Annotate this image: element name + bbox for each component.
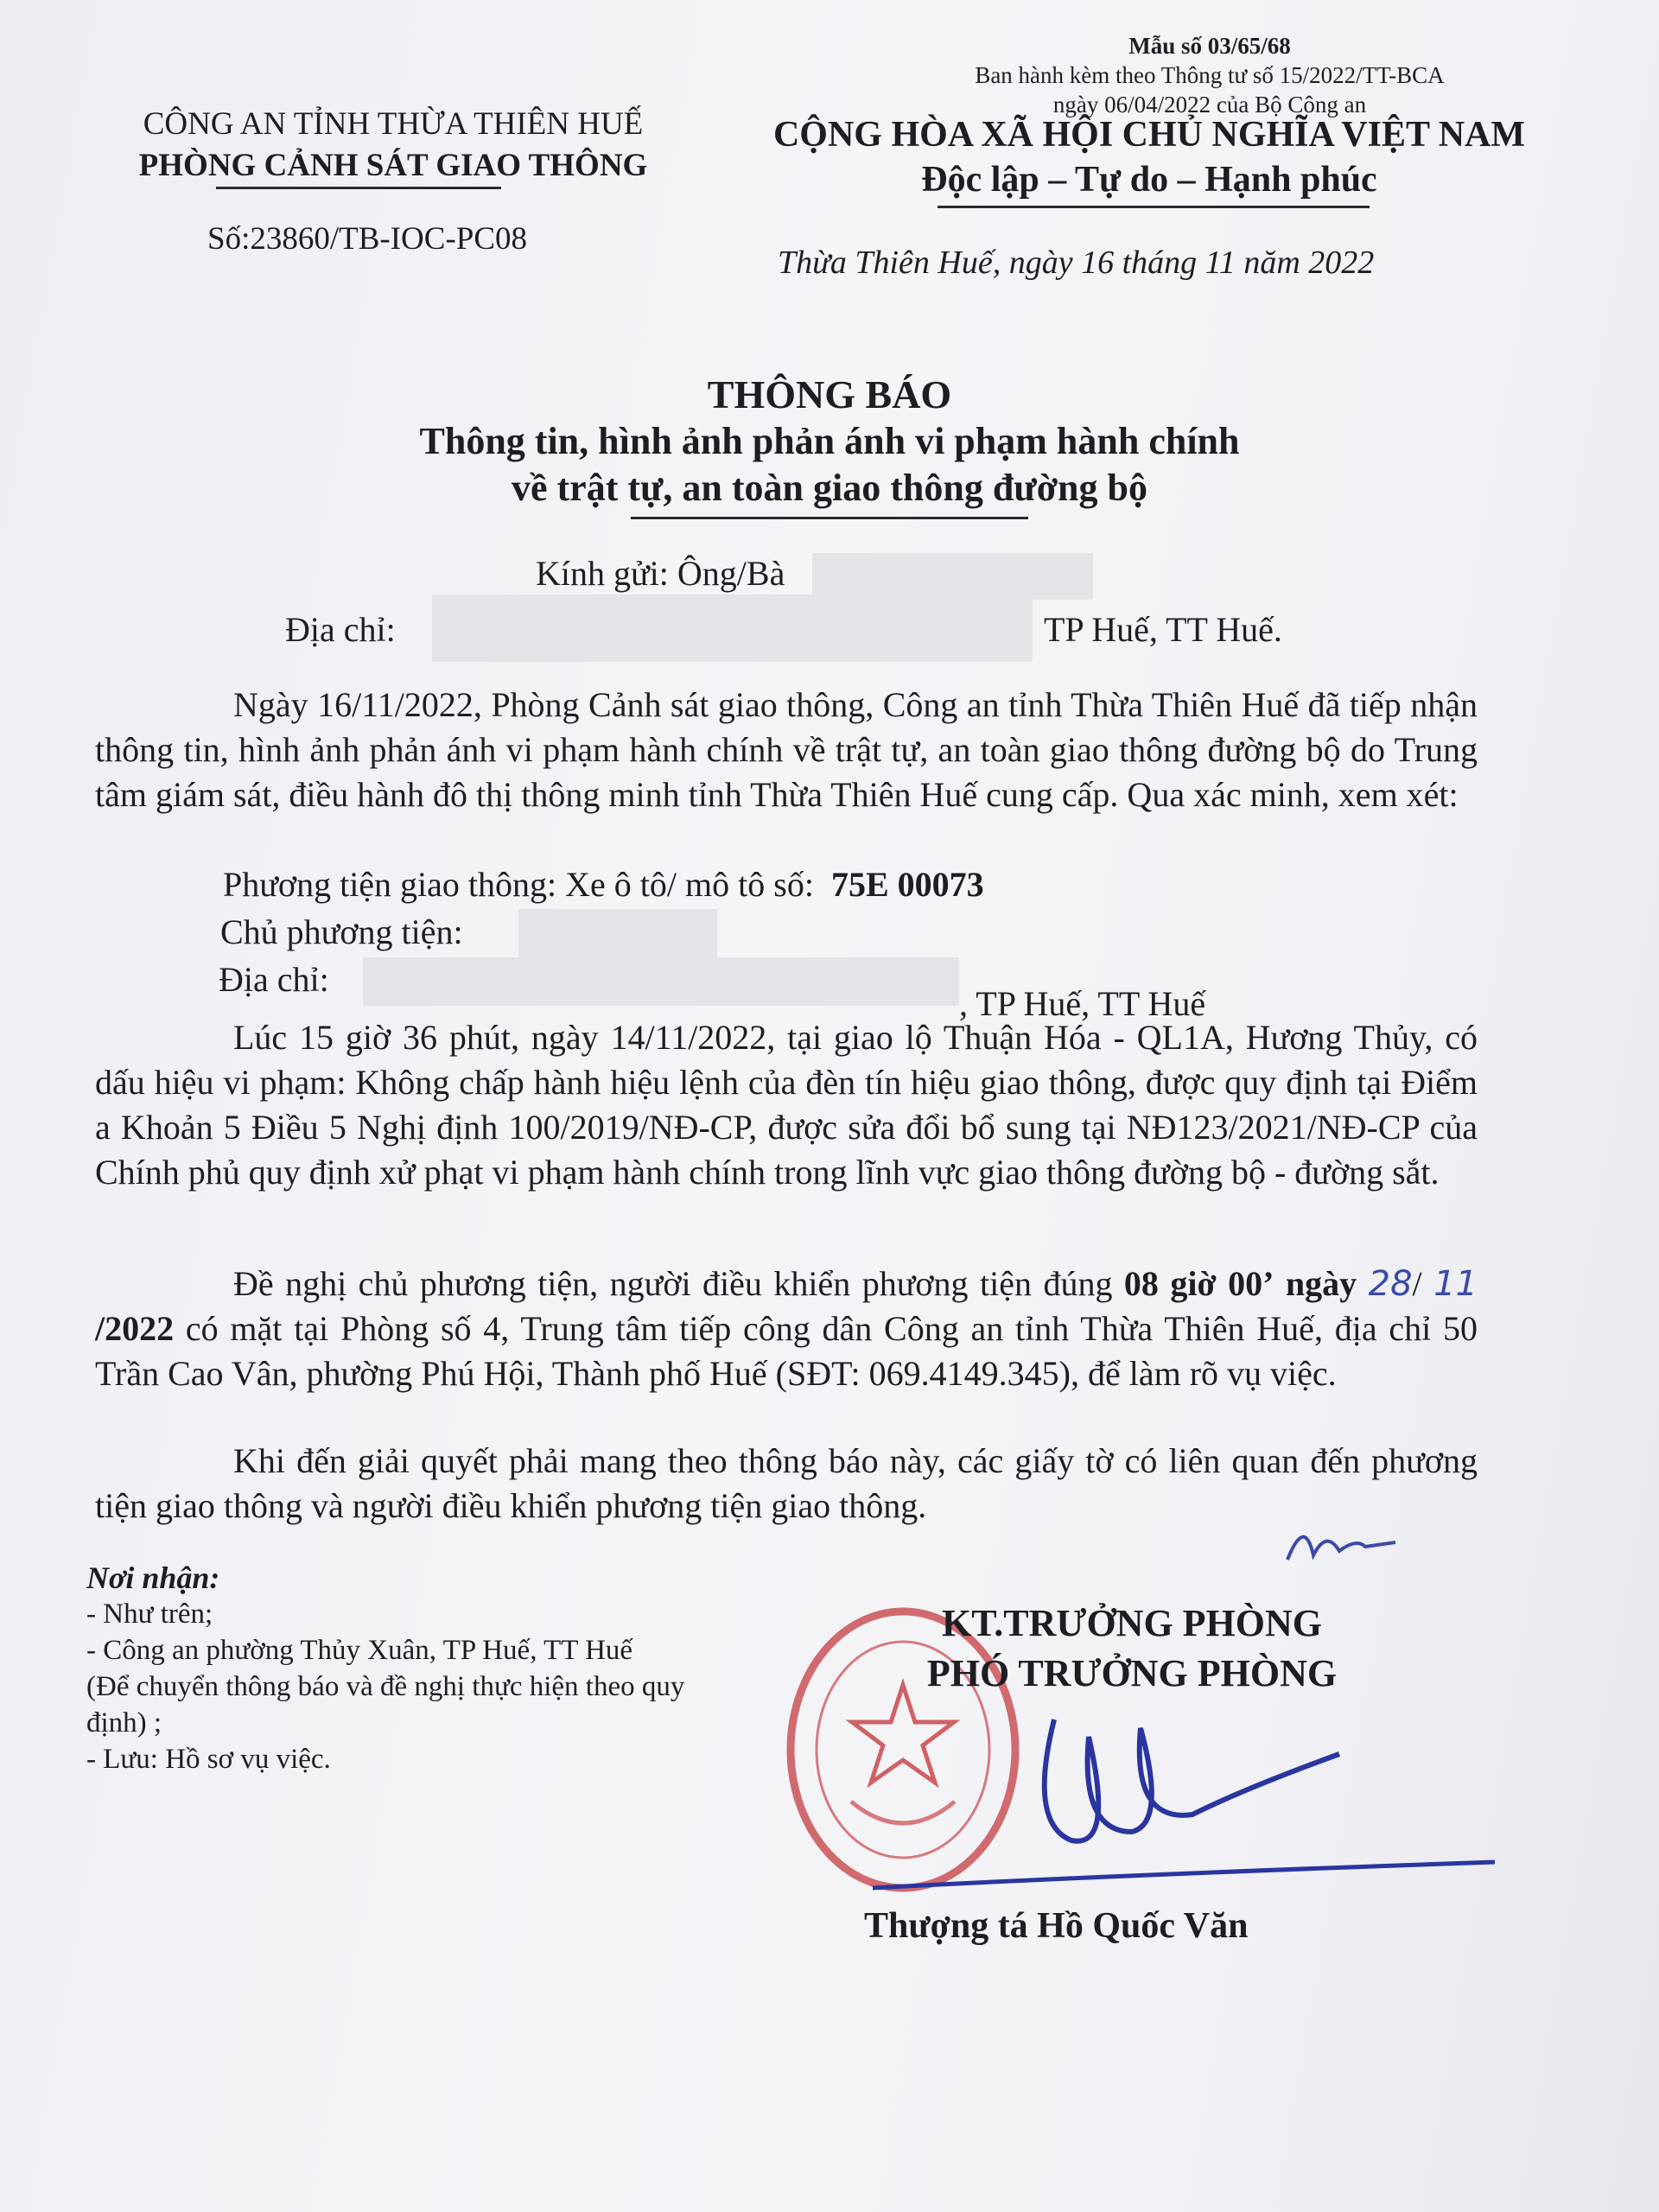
receiver-item: - Lưu: Hồ sơ vụ việc. xyxy=(86,1744,331,1775)
republic-title: CỘNG HÒA XÃ HỘI CHỦ NGHĨA VIỆT NAM xyxy=(772,115,1526,155)
title-sub1: Thông tin, hình ảnh phản ánh vi phạm hành chính xyxy=(419,420,1240,462)
redacted-address xyxy=(432,594,1033,662)
owner-address-label: Địa chỉ: xyxy=(219,960,329,999)
owner-address-suffix: , TP Huế, TT Huế xyxy=(959,984,1206,1023)
intro-text: Ngày 16/11/2022, Phòng Cảnh sát giao thông, Công an tỉnh Thừa Thiên Huế đã tiếp nhận thông tin, hình ảnh phản ánh vi phạm hành chính về trật tự, an toàn giao thông đường bộ do Trung tâm giám sát, điều hành đô thị thông minh tỉnh Thừa Thiên Huế cung cấp. Qua xác minh, xem xét: xyxy=(95,685,1478,814)
request-pre: Đề nghị chủ phương tiện, người điều khiển phương tiện đúng xyxy=(233,1264,1113,1303)
violation-paragraph xyxy=(95,1015,1478,1195)
agency-parent: CÔNG AN TỈNH THỪA THIÊN HUẾ xyxy=(143,106,644,142)
request-paragraph: Đề nghị chủ phương tiện, người điều khiển phương tiện đúng 08 giờ 00’ ngày 28/ 11 /2022 có mặt tại Phòng số 4, Trung tâm tiếp công dân Công an tỉnh Thừa Thiên Huế, địa chỉ 50 Trần Cao Vân, phường Phú Hội, Thành phố Huế (SĐT: 069.4149.345), để làm rõ vụ việc. xyxy=(95,1264,1478,1393)
handwritten-signature xyxy=(855,1702,1512,1901)
agency-name: PHÒNG CẢNH SÁT GIAO THÔNG xyxy=(138,148,648,183)
request-month-handwritten: 11 xyxy=(1433,1264,1478,1304)
motto: Độc lập – Tự do – Hạnh phúc xyxy=(921,160,1377,200)
vehicle-line xyxy=(223,864,984,905)
redacted-name xyxy=(812,553,1093,600)
request-time: 08 giờ 00’ xyxy=(1123,1264,1274,1303)
receiver-item: - Như trên; xyxy=(86,1599,213,1630)
vehicle-label: Phương tiện giao thông: Xe ô tô/ mô tô số: xyxy=(223,865,814,904)
request-day-handwritten: 28 xyxy=(1368,1264,1413,1304)
vehicle-plate: 75E 00073 xyxy=(830,865,984,904)
receivers-title: Nơi nhận: xyxy=(86,1560,220,1595)
doc-number: Số:23860/TB-IOC-PC08 xyxy=(207,221,528,257)
title-underline xyxy=(631,517,1028,519)
redacted-owner-address xyxy=(363,957,959,1006)
signature-line1: KT.TRƯỞNG PHÒNG xyxy=(942,1602,1322,1644)
agency-underline xyxy=(216,187,501,189)
request-day-label: ngày xyxy=(1285,1264,1357,1303)
recipient-address-suffix: TP Huế, TT Huế. xyxy=(1044,610,1282,649)
redacted-owner xyxy=(518,909,717,957)
motto-underline xyxy=(938,206,1370,208)
recipient-greeting: Kính gửi: Ông/Bà xyxy=(536,554,785,593)
title-block xyxy=(0,372,1659,512)
receivers-block xyxy=(86,1560,743,1777)
form-number: Mẫu số 03/65/68 xyxy=(1128,33,1291,59)
form-issued-date: ngày 06/04/2022 của Bộ Công an xyxy=(1052,92,1367,118)
receiver-item: (Để chuyển thông báo và đề nghị thực hiện theo quy định) ; xyxy=(86,1671,685,1738)
closing-text: Khi đến giải quyết phải mang theo thông báo này, các giấy tờ có liên quan đến phương tiện giao thông và người điều khiển phương tiện giao thông. xyxy=(95,1441,1478,1525)
intro-paragraph xyxy=(95,683,1478,817)
violation-text: Lúc 15 giờ 36 phút, ngày 14/11/2022, tại giao lộ Thuận Hóa - QL1A, Hương Thủy, có dấu hiệu vi phạm: Không chấp hành hiệu lệnh của đèn tín hiệu giao thông, được quy định tại Điểm a Khoản 5 Điều 5 Nghị định 100/2019/NĐ-CP, được sửa đổi bổ sung tại NĐ123/2021/NĐ-CP của Chính phủ quy định xử phạt vi phạm hành chính trong lĩnh vực giao thông đường bộ - đường sắt. xyxy=(95,1018,1478,1192)
title-main: THÔNG BÁO xyxy=(707,372,952,416)
title-sub2: về trật tự, an toàn giao thông đường bộ xyxy=(511,467,1147,509)
form-issued-with: Ban hành kèm theo Thông tư số 15/2022/TT-BCA xyxy=(975,62,1445,88)
recipient-address-label: Địa chỉ: xyxy=(285,610,396,649)
pen-initial-mark xyxy=(1279,1508,1400,1577)
signature-line2: PHÓ TRƯỞNG PHÒNG xyxy=(926,1652,1338,1694)
receiver-item: - Công an phường Thủy Xuân, TP Huế, TT Huế xyxy=(86,1635,633,1666)
owner-label: Chủ phương tiện: xyxy=(220,912,463,951)
request-year: /2022 xyxy=(95,1309,175,1348)
form-meta xyxy=(899,31,1521,119)
signature-title xyxy=(830,1599,1434,1699)
agency-block xyxy=(82,104,704,187)
request-post: có mặt tại Phòng số 4, Trung tâm tiếp công dân Công an tỉnh Thừa Thiên Huế, địa chỉ 50 Trần Cao Vân, phường Phú Hội, Thành phố Huế (SĐT: 069.4149.345), để làm rõ vụ việc. xyxy=(95,1309,1478,1393)
place-date: Thừa Thiên Huế, ngày 16 tháng 11 năm 2022 xyxy=(778,245,1375,281)
republic-block xyxy=(717,112,1581,202)
closing-paragraph xyxy=(95,1439,1478,1529)
signer-name: Thượng tá Hồ Quốc Văn xyxy=(864,1906,1249,1946)
